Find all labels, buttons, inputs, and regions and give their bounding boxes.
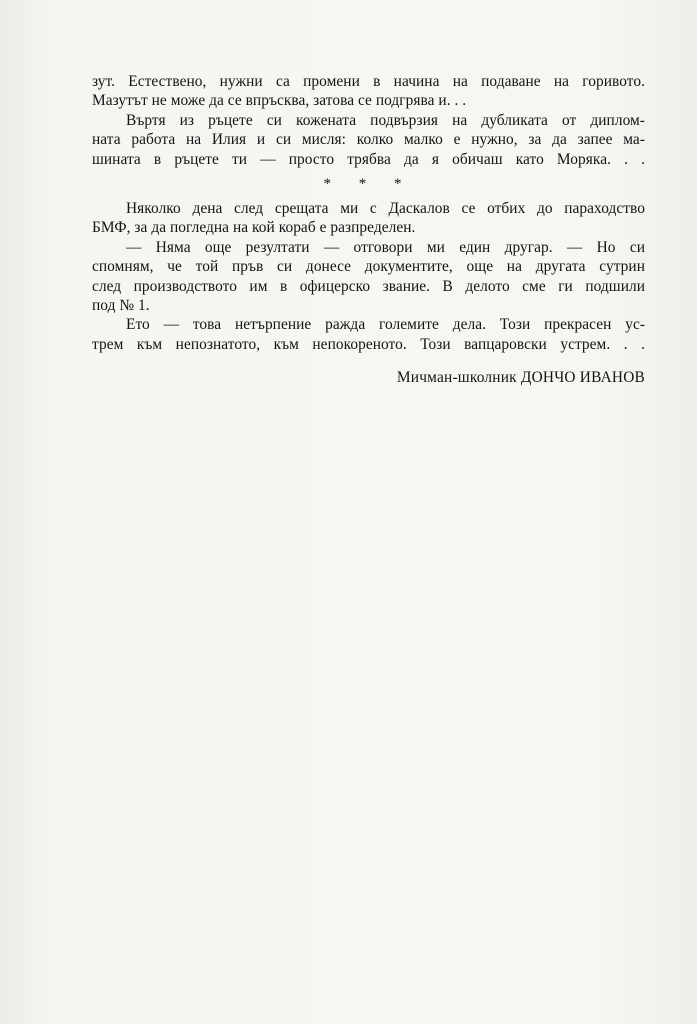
text-line: трем към непознатото, към непокореното. Този вапцаровски устрем. . . — [92, 335, 645, 353]
paragraph-5 — [92, 315, 645, 354]
text-line: Въртя из ръцете си кожената подвързия на дубликата от диплом- — [126, 111, 645, 129]
text-line: БМФ, за да погледна на кой кораб е разпределен. — [92, 219, 416, 237]
text-line: шината в ръцете ти — просто трябва да я обичаш като Моряка. . . — [92, 150, 645, 168]
section-separator: * * * — [323, 176, 414, 193]
paragraph-3 — [92, 199, 645, 238]
text-line: — Няма още резултати — отговори ми един другар. — Но си — [126, 238, 645, 256]
text-line: под № 1. — [92, 297, 150, 315]
text-line: спомням, че той пръв си донесе документите, още на другата сутрин — [92, 258, 645, 276]
article-text — [92, 72, 645, 388]
text-line: зут. Естествено, нужни са промени в начина на подаване на горивото. — [92, 73, 645, 90]
text-line: ната работа на Илия и си мисля: колко малко е нужно, за да запее ма- — [92, 131, 645, 149]
paragraph-4 — [92, 238, 645, 316]
text-line: Ето — това нетърпение ражда големите дела. Този прекрасен ус- — [126, 316, 645, 334]
text-line: Няколко дена след срещата ми с Даскалов се отбих до параходство — [126, 200, 645, 218]
author-signature: Мичман-школник ДОНЧО ИВАНОВ — [396, 369, 645, 387]
paragraph-2 — [92, 111, 645, 169]
text-line: Мазутът не може да се впръсква, затова се подгрява и. . . — [92, 92, 467, 110]
text-line: след производството им в офицерско звание. В делото сме ги подшили — [92, 277, 645, 295]
paragraph-1 — [92, 72, 645, 111]
